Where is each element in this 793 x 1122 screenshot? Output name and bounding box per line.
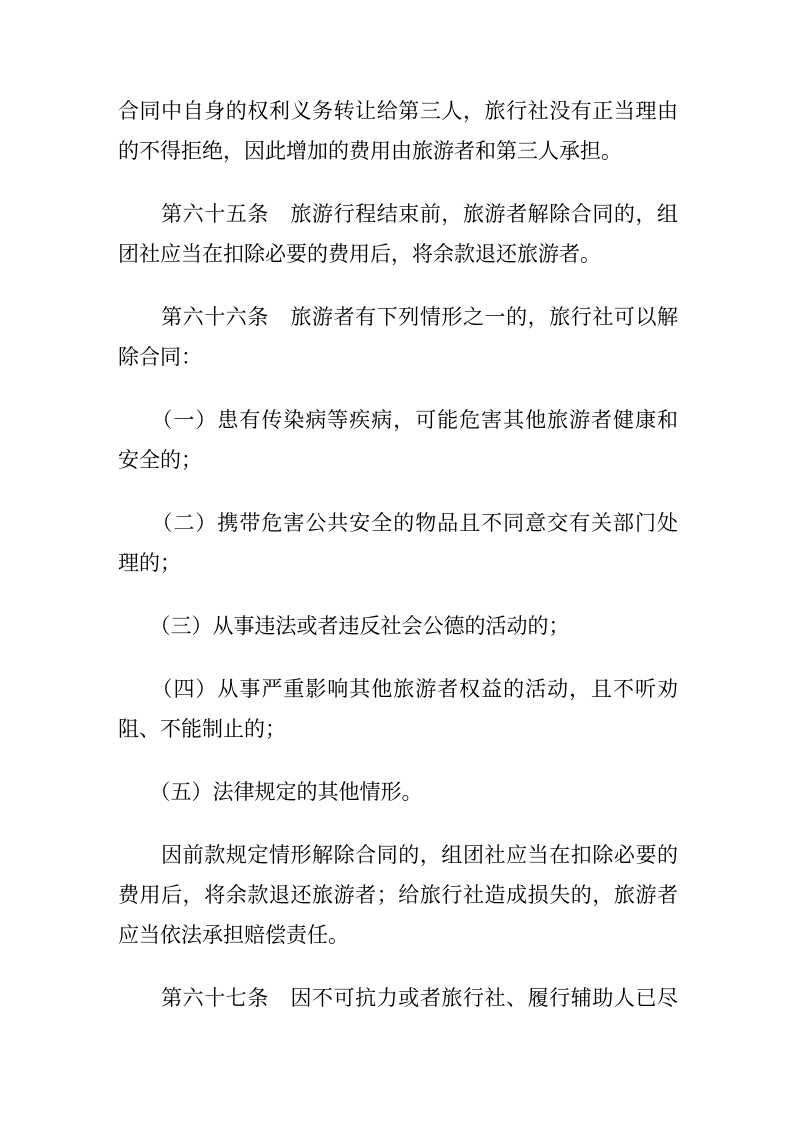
text-line: 阻、不能制止的； bbox=[118, 717, 286, 741]
text-line: 团社应当在扣除必要的费用后，将余款退还旅游者。 bbox=[118, 242, 601, 266]
text-line: 因前款规定情形解除合同的，组团社应当在扣除必要的 bbox=[118, 843, 678, 867]
article-66-intro bbox=[118, 297, 678, 377]
text-line: 应当依法承担赔偿责任。 bbox=[118, 923, 349, 947]
text-line: 除合同： bbox=[118, 345, 202, 369]
article-65 bbox=[118, 194, 678, 274]
text-line: （二）携带危害公共安全的物品且不同意交有关部门处 bbox=[118, 511, 678, 535]
article-66-item-5 bbox=[118, 772, 678, 812]
text-line: 合同中自身的权利义务转让给第三人，旅行社没有正当理由 bbox=[118, 99, 678, 123]
article-66-item-2 bbox=[118, 503, 678, 583]
text-line: （一）患有传染病等疾病，可能危害其他旅游者健康和 bbox=[118, 408, 678, 432]
article-66-item-3 bbox=[118, 606, 678, 646]
text-line: 费用后，将余款退还旅游者；给旅行社造成损失的，旅游者 bbox=[118, 883, 678, 907]
text-line: （五）法律规定的其他情形。 bbox=[118, 780, 423, 804]
text-line: 第六十五条 旅游行程结束前，旅游者解除合同的，组 bbox=[118, 202, 678, 226]
text-line: （三）从事违法或者违反社会公德的活动的； bbox=[118, 614, 570, 638]
article-67-opening bbox=[118, 978, 678, 1018]
text-line: （四）从事严重影响其他旅游者权益的活动，且不听劝 bbox=[118, 677, 678, 701]
text-line: 安全的； bbox=[118, 448, 202, 472]
article-66-final-paragraph bbox=[118, 835, 678, 955]
text-line: 的不得拒绝，因此增加的费用由旅游者和第三人承担。 bbox=[118, 139, 622, 163]
document-body bbox=[118, 91, 678, 1018]
text-line: 第六十七条 因不可抗力或者旅行社、履行辅助人已尽 bbox=[118, 986, 678, 1010]
text-line: 理的； bbox=[118, 551, 181, 575]
article-66-item-1 bbox=[118, 400, 678, 480]
text-line: 第六十六条 旅游者有下列情形之一的，旅行社可以解 bbox=[118, 305, 678, 329]
article-66-item-4 bbox=[118, 669, 678, 749]
continuation-paragraph bbox=[118, 91, 678, 171]
